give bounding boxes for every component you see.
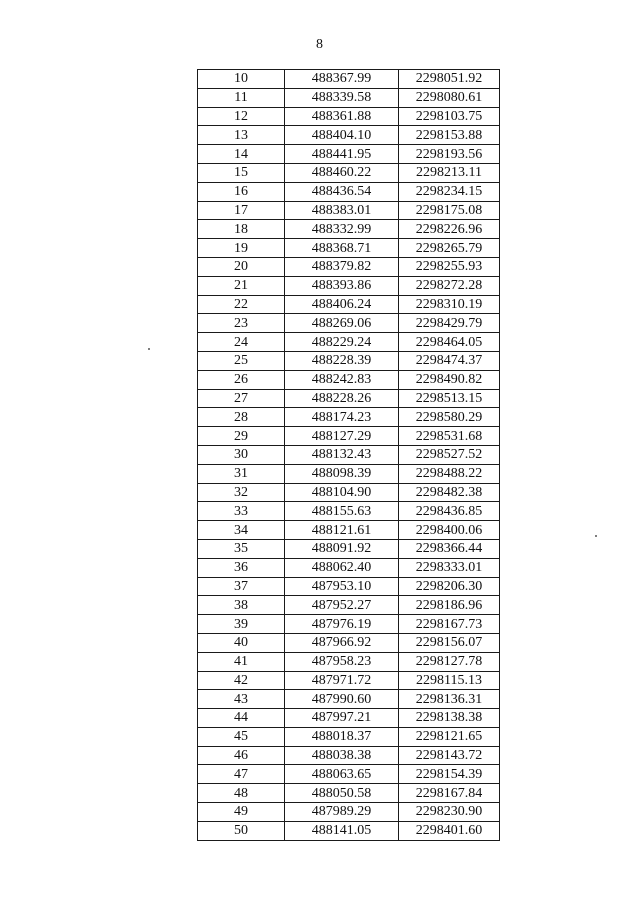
x-coordinate-cell: 488132.43: [285, 445, 399, 464]
point-number-cell: 34: [198, 521, 285, 540]
y-coordinate-cell: 2298143.72: [399, 746, 500, 765]
y-coordinate-cell: 2298213.11: [399, 163, 500, 182]
y-coordinate-cell: 2298580.29: [399, 408, 500, 427]
x-coordinate-cell: 488155.63: [285, 502, 399, 521]
point-number-cell: 22: [198, 295, 285, 314]
y-coordinate-cell: 2298103.75: [399, 107, 500, 126]
point-number-cell: 44: [198, 709, 285, 728]
table-row: [198, 558, 500, 577]
x-coordinate-cell: 488141.05: [285, 821, 399, 840]
point-number-cell: 47: [198, 765, 285, 784]
y-coordinate-cell: 2298513.15: [399, 389, 500, 408]
point-number-cell: 14: [198, 145, 285, 164]
x-coordinate-cell: 487958.23: [285, 652, 399, 671]
x-coordinate-cell: 488127.29: [285, 427, 399, 446]
x-coordinate-cell: 488018.37: [285, 727, 399, 746]
x-coordinate-cell: 488368.71: [285, 239, 399, 258]
point-number-cell: 49: [198, 803, 285, 822]
x-coordinate-cell: 488104.90: [285, 483, 399, 502]
x-coordinate-cell: 488383.01: [285, 201, 399, 220]
point-number-cell: 11: [198, 88, 285, 107]
x-coordinate-cell: 488121.61: [285, 521, 399, 540]
x-coordinate-cell: 487971.72: [285, 671, 399, 690]
x-coordinate-cell: 488229.24: [285, 333, 399, 352]
y-coordinate-cell: 2298333.01: [399, 558, 500, 577]
x-coordinate-cell: 488242.83: [285, 370, 399, 389]
table-row: [198, 746, 500, 765]
y-coordinate-cell: 2298226.96: [399, 220, 500, 239]
x-coordinate-cell: 488404.10: [285, 126, 399, 145]
x-coordinate-cell: 488174.23: [285, 408, 399, 427]
point-number-cell: 23: [198, 314, 285, 333]
x-coordinate-cell: 488038.38: [285, 746, 399, 765]
table-row: [198, 633, 500, 652]
point-number-cell: 39: [198, 615, 285, 634]
y-coordinate-cell: 2298121.65: [399, 727, 500, 746]
table-row: [198, 370, 500, 389]
table-row: [198, 107, 500, 126]
x-coordinate-cell: 488332.99: [285, 220, 399, 239]
point-number-cell: 32: [198, 483, 285, 502]
y-coordinate-cell: 2298490.82: [399, 370, 500, 389]
y-coordinate-cell: 2298527.52: [399, 445, 500, 464]
y-coordinate-cell: 2298167.73: [399, 615, 500, 634]
table-row: [198, 257, 500, 276]
x-coordinate-cell: 488379.82: [285, 257, 399, 276]
point-number-cell: 30: [198, 445, 285, 464]
point-number-cell: 17: [198, 201, 285, 220]
coordinates-table: [197, 69, 500, 841]
y-coordinate-cell: 2298154.39: [399, 765, 500, 784]
y-coordinate-cell: 2298175.08: [399, 201, 500, 220]
y-coordinate-cell: 2298366.44: [399, 539, 500, 558]
x-coordinate-cell: 487976.19: [285, 615, 399, 634]
table-row: [198, 126, 500, 145]
table-row: [198, 333, 500, 352]
table-row: [198, 690, 500, 709]
point-number-cell: 45: [198, 727, 285, 746]
point-number-cell: 35: [198, 539, 285, 558]
point-number-cell: 26: [198, 370, 285, 389]
y-coordinate-cell: 2298156.07: [399, 633, 500, 652]
point-number-cell: 27: [198, 389, 285, 408]
x-coordinate-cell: 488436.54: [285, 182, 399, 201]
point-number-cell: 19: [198, 239, 285, 258]
point-number-cell: 10: [198, 70, 285, 89]
point-number-cell: 46: [198, 746, 285, 765]
x-coordinate-cell: 488361.88: [285, 107, 399, 126]
y-coordinate-cell: 2298488.22: [399, 464, 500, 483]
table-row: [198, 220, 500, 239]
point-number-cell: 25: [198, 351, 285, 370]
y-coordinate-cell: 2298474.37: [399, 351, 500, 370]
point-number-cell: 18: [198, 220, 285, 239]
x-coordinate-cell: 488393.86: [285, 276, 399, 295]
point-number-cell: 28: [198, 408, 285, 427]
point-number-cell: 29: [198, 427, 285, 446]
point-number-cell: 20: [198, 257, 285, 276]
x-coordinate-cell: 487966.92: [285, 633, 399, 652]
y-coordinate-cell: 2298464.05: [399, 333, 500, 352]
y-coordinate-cell: 2298265.79: [399, 239, 500, 258]
point-number-cell: 38: [198, 596, 285, 615]
point-number-cell: 16: [198, 182, 285, 201]
table-row: [198, 408, 500, 427]
table-row: [198, 821, 500, 840]
x-coordinate-cell: 488339.58: [285, 88, 399, 107]
table-row: [198, 671, 500, 690]
x-coordinate-cell: 488062.40: [285, 558, 399, 577]
point-number-cell: 31: [198, 464, 285, 483]
table-row: [198, 784, 500, 803]
y-coordinate-cell: 2298429.79: [399, 314, 500, 333]
point-number-cell: 15: [198, 163, 285, 182]
x-coordinate-cell: 488063.65: [285, 765, 399, 784]
table-row: [198, 70, 500, 89]
x-coordinate-cell: 487953.10: [285, 577, 399, 596]
y-coordinate-cell: 2298272.28: [399, 276, 500, 295]
table-row: [198, 163, 500, 182]
point-number-cell: 37: [198, 577, 285, 596]
x-coordinate-cell: 488228.39: [285, 351, 399, 370]
table-row: [198, 596, 500, 615]
scan-speck: [148, 348, 150, 350]
table-row: [198, 803, 500, 822]
y-coordinate-cell: 2298186.96: [399, 596, 500, 615]
y-coordinate-cell: 2298115.13: [399, 671, 500, 690]
y-coordinate-cell: 2298193.56: [399, 145, 500, 164]
table-row: [198, 464, 500, 483]
x-coordinate-cell: 488460.22: [285, 163, 399, 182]
table-row: [198, 727, 500, 746]
y-coordinate-cell: 2298136.31: [399, 690, 500, 709]
table-row: [198, 539, 500, 558]
y-coordinate-cell: 2298127.78: [399, 652, 500, 671]
point-number-cell: 48: [198, 784, 285, 803]
y-coordinate-cell: 2298400.06: [399, 521, 500, 540]
point-number-cell: 41: [198, 652, 285, 671]
table-row: [198, 427, 500, 446]
x-coordinate-cell: 487997.21: [285, 709, 399, 728]
y-coordinate-cell: 2298482.38: [399, 483, 500, 502]
point-number-cell: 42: [198, 671, 285, 690]
coordinates-table-body: [198, 70, 500, 841]
y-coordinate-cell: 2298138.38: [399, 709, 500, 728]
x-coordinate-cell: 487990.60: [285, 690, 399, 709]
y-coordinate-cell: 2298153.88: [399, 126, 500, 145]
x-coordinate-cell: 487989.29: [285, 803, 399, 822]
y-coordinate-cell: 2298206.30: [399, 577, 500, 596]
table-row: [198, 314, 500, 333]
y-coordinate-cell: 2298310.19: [399, 295, 500, 314]
y-coordinate-cell: 2298255.93: [399, 257, 500, 276]
point-number-cell: 50: [198, 821, 285, 840]
point-number-cell: 21: [198, 276, 285, 295]
x-coordinate-cell: 488406.24: [285, 295, 399, 314]
x-coordinate-cell: 488091.92: [285, 539, 399, 558]
y-coordinate-cell: 2298436.85: [399, 502, 500, 521]
table-row: [198, 145, 500, 164]
x-coordinate-cell: 488098.39: [285, 464, 399, 483]
table-row: [198, 652, 500, 671]
x-coordinate-cell: 488269.06: [285, 314, 399, 333]
y-coordinate-cell: 2298401.60: [399, 821, 500, 840]
table-row: [198, 521, 500, 540]
scan-speck: [595, 535, 597, 537]
table-row: [198, 182, 500, 201]
table-row: [198, 88, 500, 107]
point-number-cell: 13: [198, 126, 285, 145]
table-row: [198, 239, 500, 258]
table-row: [198, 483, 500, 502]
table-row: [198, 615, 500, 634]
page-number: 8: [316, 37, 323, 52]
y-coordinate-cell: 2298234.15: [399, 182, 500, 201]
y-coordinate-cell: 2298051.92: [399, 70, 500, 89]
point-number-cell: 33: [198, 502, 285, 521]
y-coordinate-cell: 2298080.61: [399, 88, 500, 107]
point-number-cell: 12: [198, 107, 285, 126]
table-row: [198, 276, 500, 295]
x-coordinate-cell: 488441.95: [285, 145, 399, 164]
table-row: [198, 295, 500, 314]
table-row: [198, 502, 500, 521]
y-coordinate-cell: 2298167.84: [399, 784, 500, 803]
table-row: [198, 389, 500, 408]
table-row: [198, 351, 500, 370]
point-number-cell: 24: [198, 333, 285, 352]
point-number-cell: 36: [198, 558, 285, 577]
table-row: [198, 445, 500, 464]
table-row: [198, 201, 500, 220]
table-row: [198, 709, 500, 728]
table-row: [198, 765, 500, 784]
y-coordinate-cell: 2298531.68: [399, 427, 500, 446]
x-coordinate-cell: 488050.58: [285, 784, 399, 803]
y-coordinate-cell: 2298230.90: [399, 803, 500, 822]
point-number-cell: 43: [198, 690, 285, 709]
x-coordinate-cell: 487952.27: [285, 596, 399, 615]
x-coordinate-cell: 488367.99: [285, 70, 399, 89]
table-row: [198, 577, 500, 596]
point-number-cell: 40: [198, 633, 285, 652]
x-coordinate-cell: 488228.26: [285, 389, 399, 408]
